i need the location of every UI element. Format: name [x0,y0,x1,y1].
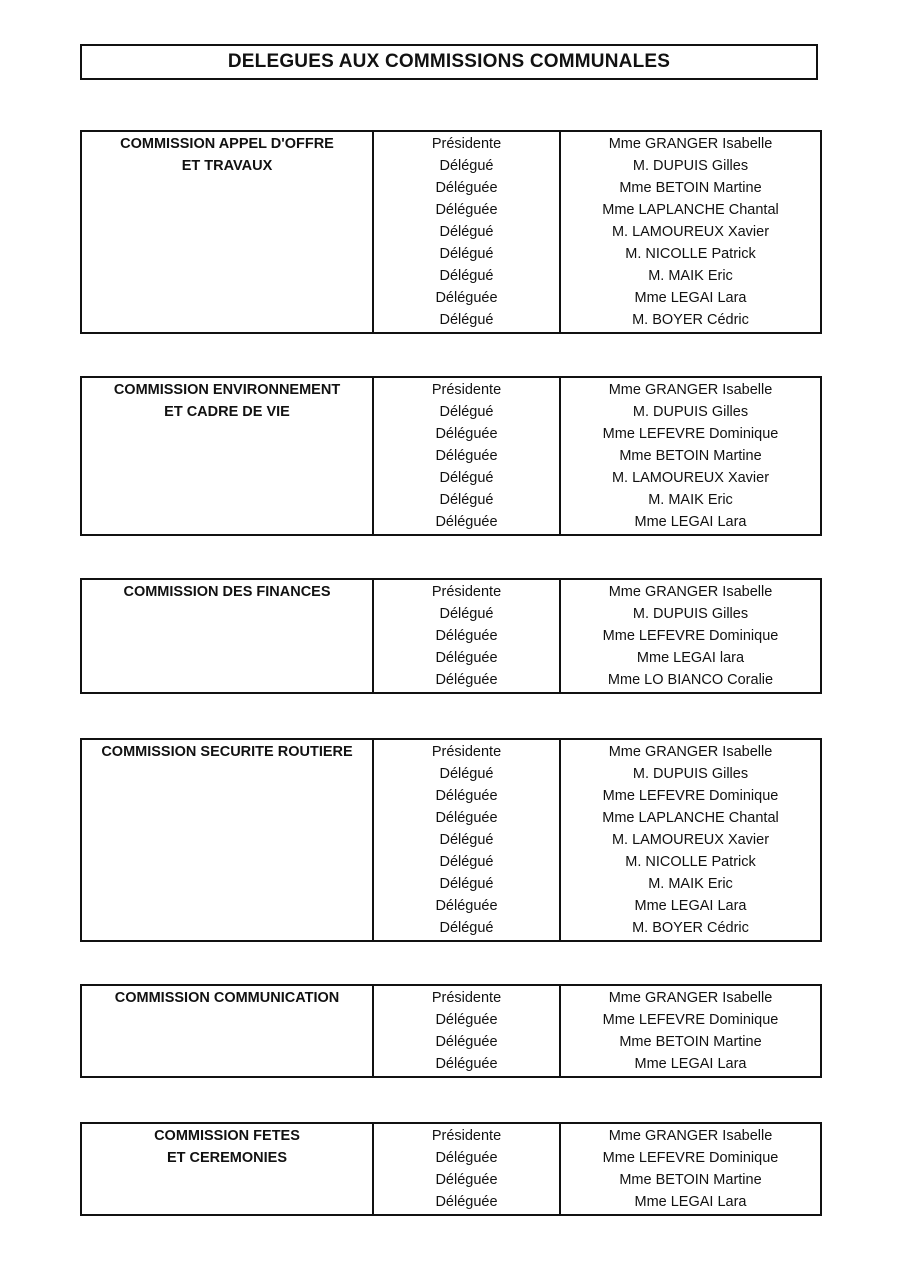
member-name: Mme LEGAI lara [636,650,745,666]
member-role: Déléguée [435,1150,498,1166]
page-title-box [80,44,818,80]
page-title: DELEGUES AUX COMMISSIONS COMMUNALES [227,51,671,72]
member-role: Déléguée [435,650,498,666]
member-role: Présidente [431,1128,502,1144]
commission-name-line: COMMISSION DES FINANCES [123,584,331,600]
member-role: Déléguée [435,672,498,688]
member-role: Déléguée [435,448,498,464]
member-name: Mme LAPLANCHE Chantal [602,810,779,826]
member-name: Mme BETOIN Martine [619,180,762,196]
commission-name-line: COMMISSION FETES [154,1128,300,1144]
member-role: Présidente [431,584,502,600]
member-role: Présidente [431,744,502,760]
member-role: Délégué [439,854,494,870]
member-role: Délégué [439,920,494,936]
member-name: M. NICOLLE Patrick [625,854,756,870]
member-role: Délégué [439,832,494,848]
member-name: Mme GRANGER Isabelle [608,382,773,398]
commission-name [82,740,374,940]
member-role: Délégué [439,876,494,892]
member-role: Délégué [439,268,494,284]
member-role: Déléguée [435,426,498,442]
member-role: Déléguée [435,1172,498,1188]
commission-name [82,986,374,1076]
member-name: M. BOYER Cédric [632,920,749,936]
member-name: M. LAMOUREUX Xavier [611,224,770,240]
member-name: M. NICOLLE Patrick [625,246,756,262]
member-name: Mme LEGAI Lara [634,1194,747,1210]
member-name: Mme GRANGER Isabelle [608,136,773,152]
commission-table [80,376,822,536]
commission-name [82,378,374,534]
member-role: Déléguée [435,810,498,826]
member-name: M. DUPUIS Gilles [632,766,749,782]
commission-name-line: COMMISSION SECURITE ROUTIERE [101,744,353,760]
people-column [561,378,820,534]
member-name: M. DUPUIS Gilles [632,404,749,420]
member-name: Mme LEFEVRE Dominique [602,1012,779,1028]
member-name: Mme BETOIN Martine [619,1034,762,1050]
member-role: Déléguée [435,514,498,530]
member-name: Mme LEFEVRE Dominique [602,628,779,644]
commission-name-line: ET TRAVAUX [181,158,273,174]
member-role: Délégué [439,246,494,262]
commission-table [80,738,822,942]
member-name: Mme GRANGER Isabelle [608,990,773,1006]
member-role: Présidente [431,136,502,152]
member-name: Mme LEFEVRE Dominique [602,426,779,442]
member-role: Délégué [439,404,494,420]
member-role: Déléguée [435,290,498,306]
member-role: Déléguée [435,202,498,218]
commission-name-line: ET CADRE DE VIE [164,404,290,420]
member-name: M. MAIK Eric [648,876,733,892]
member-name: Mme GRANGER Isabelle [608,1128,773,1144]
member-role: Délégué [439,492,494,508]
member-name: Mme BETOIN Martine [619,448,762,464]
commission-name [82,1124,374,1214]
commission-name [82,132,374,332]
roles-column [374,740,561,940]
commission-name [82,580,374,692]
member-name: Mme LEGAI Lara [634,898,747,914]
member-name: Mme LEFEVRE Dominique [602,788,779,804]
member-name: M. DUPUIS Gilles [632,158,749,174]
member-name: Mme BETOIN Martine [619,1172,762,1188]
member-role: Délégué [439,470,494,486]
roles-column [374,132,561,332]
member-name: M. DUPUIS Gilles [632,606,749,622]
member-role: Délégué [439,606,494,622]
member-role: Présidente [431,990,502,1006]
people-column [561,1124,820,1214]
member-role: Délégué [439,224,494,240]
commission-table [80,130,822,334]
roles-column [374,378,561,534]
member-name: Mme LEGAI Lara [634,290,747,306]
member-name: Mme GRANGER Isabelle [608,744,773,760]
roles-column [374,580,561,692]
people-column [561,580,820,692]
commission-name-line: COMMISSION COMMUNICATION [114,990,340,1006]
member-name: Mme LEGAI Lara [634,1056,747,1072]
member-role: Déléguée [435,1012,498,1028]
member-name: M. LAMOUREUX Xavier [611,832,770,848]
member-role: Délégué [439,766,494,782]
member-name: Mme LAPLANCHE Chantal [602,202,779,218]
member-role: Déléguée [435,180,498,196]
member-name: M. BOYER Cédric [632,312,749,328]
commission-table [80,984,822,1078]
member-role: Déléguée [435,788,498,804]
member-role: Délégué [439,158,494,174]
member-name: Mme LO BIANCO Coralie [607,672,774,688]
member-role: Déléguée [435,628,498,644]
commission-name-line: COMMISSION ENVIRONNEMENT [113,382,341,398]
people-column [561,986,820,1076]
commission-table [80,578,822,694]
roles-column [374,986,561,1076]
roles-column [374,1124,561,1214]
member-role: Déléguée [435,1194,498,1210]
people-column [561,132,820,332]
member-role: Délégué [439,312,494,328]
commission-table [80,1122,822,1216]
member-name: M. MAIK Eric [648,268,733,284]
member-name: M. LAMOUREUX Xavier [611,470,770,486]
member-name: Mme GRANGER Isabelle [608,584,773,600]
commission-name-line: COMMISSION APPEL D'OFFRE [120,136,334,152]
commission-name-line: ET CEREMONIES [166,1150,288,1166]
member-name: M. MAIK Eric [648,492,733,508]
member-role: Déléguée [435,1056,498,1072]
member-role: Présidente [431,382,502,398]
member-name: Mme LEGAI Lara [634,514,747,530]
member-name: Mme LEFEVRE Dominique [602,1150,779,1166]
member-role: Déléguée [435,898,498,914]
member-role: Déléguée [435,1034,498,1050]
people-column [561,740,820,940]
